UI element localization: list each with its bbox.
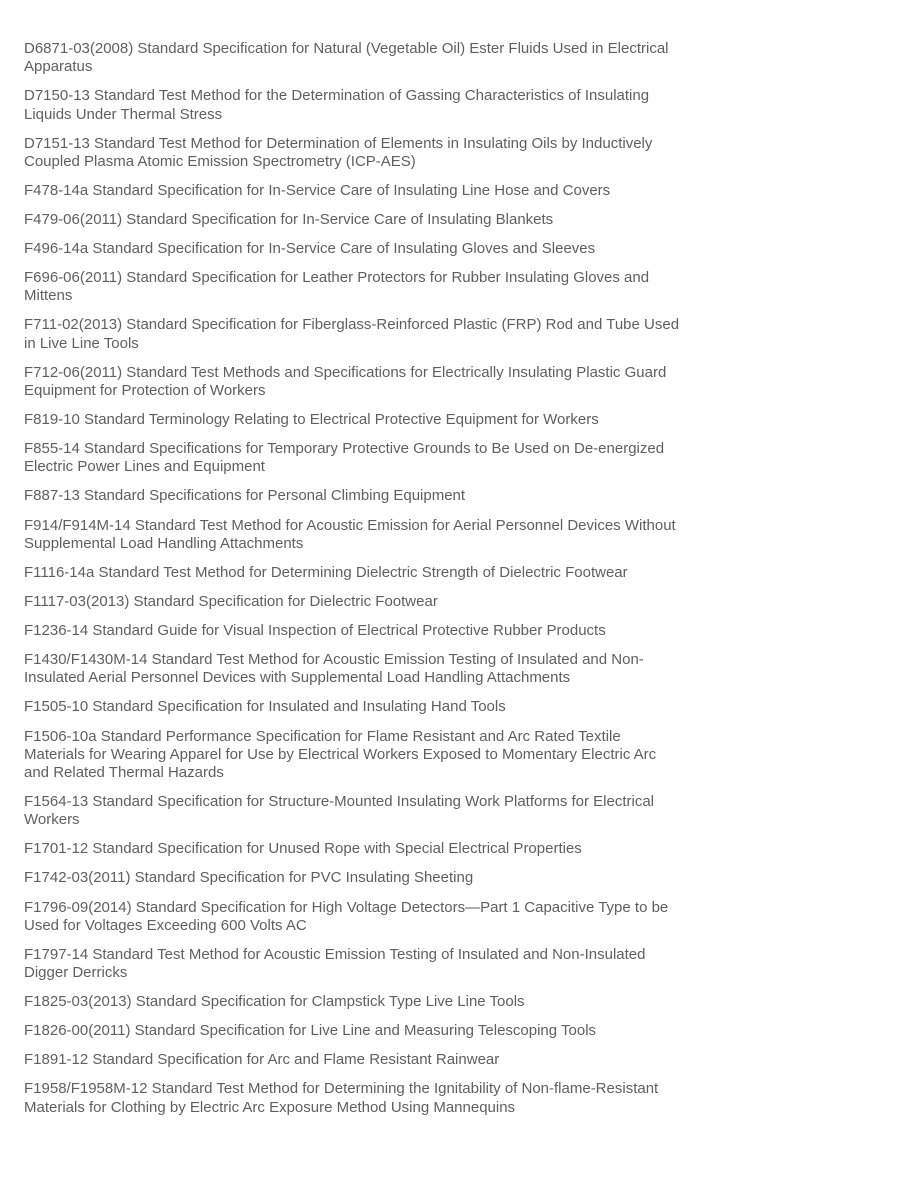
standard-entry: F819-10 Standard Terminology Relating to Electrical Protective Equipment for Workers <box>24 411 599 429</box>
standard-entry: F712-06(2011) Standard Test Methods and Specifications for Electrically Insulating Plastic Guard Equipment for Protection of Workers <box>24 363 667 399</box>
standard-entry: F1796-09(2014) Standard Specification for High Voltage Detectors—Part 1 Capacitive Type to be Used for Voltages Exceeding 600 Volts AC <box>24 898 669 934</box>
standard-entry: F1564-13 Standard Specification for Structure-Mounted Insulating Work Platforms for Electrical Workers <box>24 793 655 829</box>
standard-entry: F1825-03(2013) Standard Specification for Clampstick Type Live Line Tools <box>24 993 525 1011</box>
standard-entry: F855-14 Standard Specifications for Temporary Protective Grounds to Be Used on De-energized Electric Power Lines and Equipment <box>24 440 665 476</box>
standard-entry: F1430/F1430M-14 Standard Test Method for Acoustic Emission Testing of Insulated and Non-Insulated Aerial Personnel Devices with Supplemental Load Handling Attachments <box>24 651 644 687</box>
standard-entry: F496-14a Standard Specification for In-Service Care of Insulating Gloves and Sleeves <box>24 240 596 258</box>
standard-entry: F1116-14a Standard Test Method for Determining Dielectric Strength of Dielectric Footwear <box>24 563 628 581</box>
standards-list <box>24 40 684 1128</box>
standard-entry: F1236-14 Standard Guide for Visual Inspection of Electrical Protective Rubber Products <box>24 622 606 640</box>
standard-entry: F696-06(2011) Standard Specification for Leather Protectors for Rubber Insulating Gloves and Mittens <box>24 269 650 305</box>
standard-entry: F1505-10 Standard Specification for Insulated and Insulating Hand Tools <box>24 698 506 716</box>
standard-entry: F479-06(2011) Standard Specification for In-Service Care of Insulating Blankets <box>24 210 554 228</box>
standard-entry: F1506-10a Standard Performance Specification for Flame Resistant and Arc Rated Textile Materials for Wearing Apparel for Use by Electrical Workers Exposed to Momentary Electric Arc and Related Thermal Hazards <box>24 727 657 781</box>
standard-entry: F914/F914M-14 Standard Test Method for Acoustic Emission for Aerial Personnel Devices Without Supplemental Load Handling Attachments <box>24 516 676 552</box>
standard-entry: F1826-00(2011) Standard Specification for Live Line and Measuring Telescoping Tools <box>24 1022 597 1040</box>
standard-entry: D7151-13 Standard Test Method for Determination of Elements in Insulating Oils by Inductively Coupled Plasma Atomic Emission Spectrometry (ICP-AES) <box>24 134 653 170</box>
standard-entry: F1891-12 Standard Specification for Arc and Flame Resistant Rainwear <box>24 1051 500 1069</box>
standard-entry: F1742-03(2011) Standard Specification for PVC Insulating Sheeting <box>24 869 474 887</box>
standard-entry: D6871-03(2008) Standard Specification for Natural (Vegetable Oil) Ester Fluids Used in Electrical Apparatus <box>24 40 669 76</box>
standard-entry: F1701-12 Standard Specification for Unused Rope with Special Electrical Properties <box>24 840 582 858</box>
standard-entry: F1958/F1958M-12 Standard Test Method for Determining the Ignitability of Non-flame-Resistant Materials for Clothing by Electric Arc Exposure Method Using Mannequins <box>24 1080 659 1116</box>
standard-entry: F1797-14 Standard Test Method for Acoustic Emission Testing of Insulated and Non-Insulated Digger Derricks <box>24 945 646 981</box>
standard-entry: F711-02(2013) Standard Specification for Fiberglass-Reinforced Plastic (FRP) Rod and Tube Used in Live Line Tools <box>24 316 680 352</box>
standard-entry: F1117-03(2013) Standard Specification for Dielectric Footwear <box>24 592 438 610</box>
standard-entry: D7150-13 Standard Test Method for the Determination of Gassing Characteristics of Insulating Liquids Under Thermal Stress <box>24 87 650 123</box>
standard-entry: F887-13 Standard Specifications for Personal Climbing Equipment <box>24 487 466 505</box>
standard-entry: F478-14a Standard Specification for In-Service Care of Insulating Line Hose and Covers <box>24 181 611 199</box>
